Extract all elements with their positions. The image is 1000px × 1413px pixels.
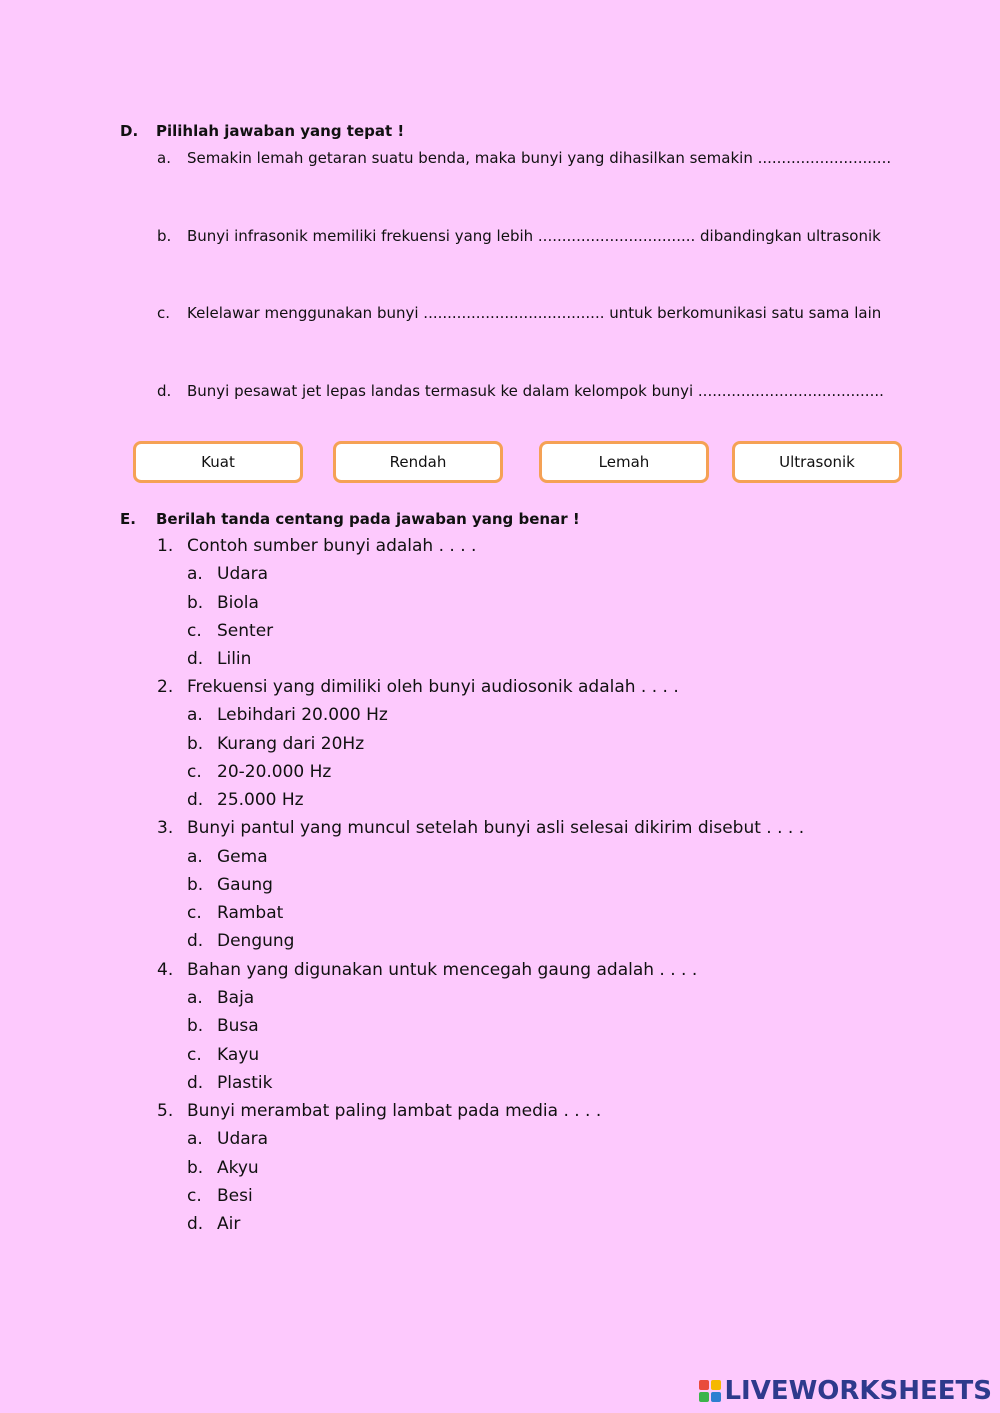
answer-option[interactable] [187, 1186, 253, 1206]
question-text: Contoh sumber bunyi adalah . . . . [187, 536, 477, 556]
question [157, 677, 679, 697]
item-letter: a. [157, 149, 171, 167]
question [157, 818, 804, 838]
section-d-letter: D. [120, 122, 139, 140]
option-letter: a. [187, 847, 203, 867]
liveworksheets-logo [699, 1376, 992, 1406]
section-d-heading [120, 122, 404, 140]
option-text: 20-20.000 Hz [217, 762, 332, 782]
item-text: Kelelawar menggunakan bunyi ...................................... untuk berkomunikasi satu sama lain [187, 304, 882, 322]
word-option-kuat[interactable] [133, 441, 303, 483]
question-number: 3. [157, 818, 174, 838]
answer-option[interactable] [187, 847, 268, 867]
option-letter: c. [187, 621, 202, 641]
option-text: Busa [217, 1016, 259, 1036]
question-number: 5. [157, 1101, 174, 1121]
option-letter: b. [187, 1158, 204, 1178]
option-text: Besi [217, 1186, 253, 1206]
option-text: Lilin [217, 649, 252, 669]
question-text: Bunyi merambat paling lambat pada media . . . . [187, 1101, 602, 1121]
option-text: 25.000 Hz [217, 790, 304, 810]
option-letter: d. [187, 931, 204, 951]
option-letter: b. [187, 875, 204, 895]
section-e-title: Berilah tanda centang pada jawaban yang benar ! [156, 510, 580, 528]
question-number: 2. [157, 677, 174, 697]
word-option-label: Rendah [389, 453, 447, 471]
liveworksheets-wordmark: LIVEWORKSHEETS [724, 1376, 992, 1406]
option-letter: a. [187, 564, 203, 584]
option-letter: c. [187, 903, 202, 923]
section-e-letter: E. [120, 510, 136, 528]
option-letter: a. [187, 705, 203, 725]
option-text: Udara [217, 1129, 269, 1149]
answer-option[interactable] [187, 1016, 259, 1036]
option-text: Senter [217, 621, 274, 641]
option-letter: a. [187, 1129, 203, 1149]
word-option-label: Ultrasonik [779, 453, 855, 471]
option-letter: a. [187, 988, 203, 1008]
fill-item [157, 149, 891, 167]
answer-option[interactable] [187, 931, 294, 951]
answer-option[interactable] [187, 1158, 259, 1178]
answer-option[interactable] [187, 1214, 240, 1234]
option-text: Akyu [217, 1158, 259, 1178]
section-d-title: Pilihlah jawaban yang tepat ! [156, 122, 405, 140]
item-letter: b. [157, 227, 172, 245]
word-option-lemah[interactable] [539, 441, 709, 483]
option-text: Dengung [217, 931, 295, 951]
logo-square [699, 1392, 709, 1402]
word-option-label: Kuat [201, 453, 235, 471]
answer-option[interactable] [187, 734, 364, 754]
option-text: Kayu [217, 1045, 260, 1065]
option-letter: d. [187, 1073, 204, 1093]
option-letter: d. [187, 790, 204, 810]
answer-option[interactable] [187, 621, 273, 641]
fill-item [157, 227, 881, 245]
word-option-label: Lemah [598, 453, 650, 471]
fill-item [157, 382, 884, 400]
option-text: Gaung [217, 875, 273, 895]
question [157, 1101, 601, 1121]
option-text: Gema [217, 847, 268, 867]
answer-option[interactable] [187, 1129, 268, 1149]
option-text: Rambat [217, 903, 284, 923]
option-letter: d. [187, 1214, 204, 1234]
question-text: Bahan yang digunakan untuk mencegah gaung adalah . . . . [187, 960, 698, 980]
logo-square [711, 1392, 721, 1402]
question-text: Frekuensi yang dimiliki oleh bunyi audiosonik adalah . . . . [187, 677, 679, 697]
option-text: Lebihdari 20.000 Hz [217, 705, 388, 725]
question [157, 536, 476, 556]
option-letter: b. [187, 734, 204, 754]
answer-option[interactable] [187, 875, 273, 895]
item-text: Semakin lemah getaran suatu benda, maka bunyi yang dihasilkan semakin ............................ [187, 149, 892, 167]
question [157, 960, 697, 980]
item-text: Bunyi infrasonik memiliki frekuensi yang lebih ................................. dibandingkan ultrasonik [187, 227, 881, 245]
option-letter: c. [187, 762, 202, 782]
option-letter: d. [187, 649, 204, 669]
option-letter: b. [187, 1016, 204, 1036]
answer-option[interactable] [187, 593, 259, 613]
liveworksheets-icon [699, 1380, 721, 1402]
word-option-rendah[interactable] [333, 441, 503, 483]
section-e-heading [120, 510, 580, 528]
item-text: Bunyi pesawat jet lepas landas termasuk ke dalam kelompok bunyi ....................................... [187, 382, 884, 400]
answer-option[interactable] [187, 1073, 272, 1093]
option-letter: c. [187, 1186, 202, 1206]
answer-option[interactable] [187, 988, 254, 1008]
answer-option[interactable] [187, 1045, 259, 1065]
item-letter: c. [157, 304, 171, 322]
word-option-ultrasonik[interactable] [732, 441, 902, 483]
option-letter: c. [187, 1045, 202, 1065]
answer-option[interactable] [187, 564, 268, 584]
question-number: 1. [157, 536, 174, 556]
question-text: Bunyi pantul yang muncul setelah bunyi asli selesai dikirim disebut . . . . [187, 818, 805, 838]
option-letter: b. [187, 593, 204, 613]
option-text: Baja [217, 988, 255, 1008]
fill-item [157, 304, 881, 322]
option-text: Air [217, 1214, 241, 1234]
question-number: 4. [157, 960, 174, 980]
option-text: Kurang dari 20Hz [217, 734, 365, 754]
answer-option[interactable] [187, 705, 388, 725]
logo-square [699, 1380, 709, 1390]
logo-square [711, 1380, 721, 1390]
answer-option[interactable] [187, 762, 331, 782]
answer-option[interactable] [187, 649, 251, 669]
item-letter: d. [157, 382, 172, 400]
option-text: Plastik [217, 1073, 273, 1093]
option-text: Biola [217, 593, 259, 613]
option-text: Udara [217, 564, 269, 584]
answer-option[interactable] [187, 903, 283, 923]
answer-option[interactable] [187, 790, 304, 810]
